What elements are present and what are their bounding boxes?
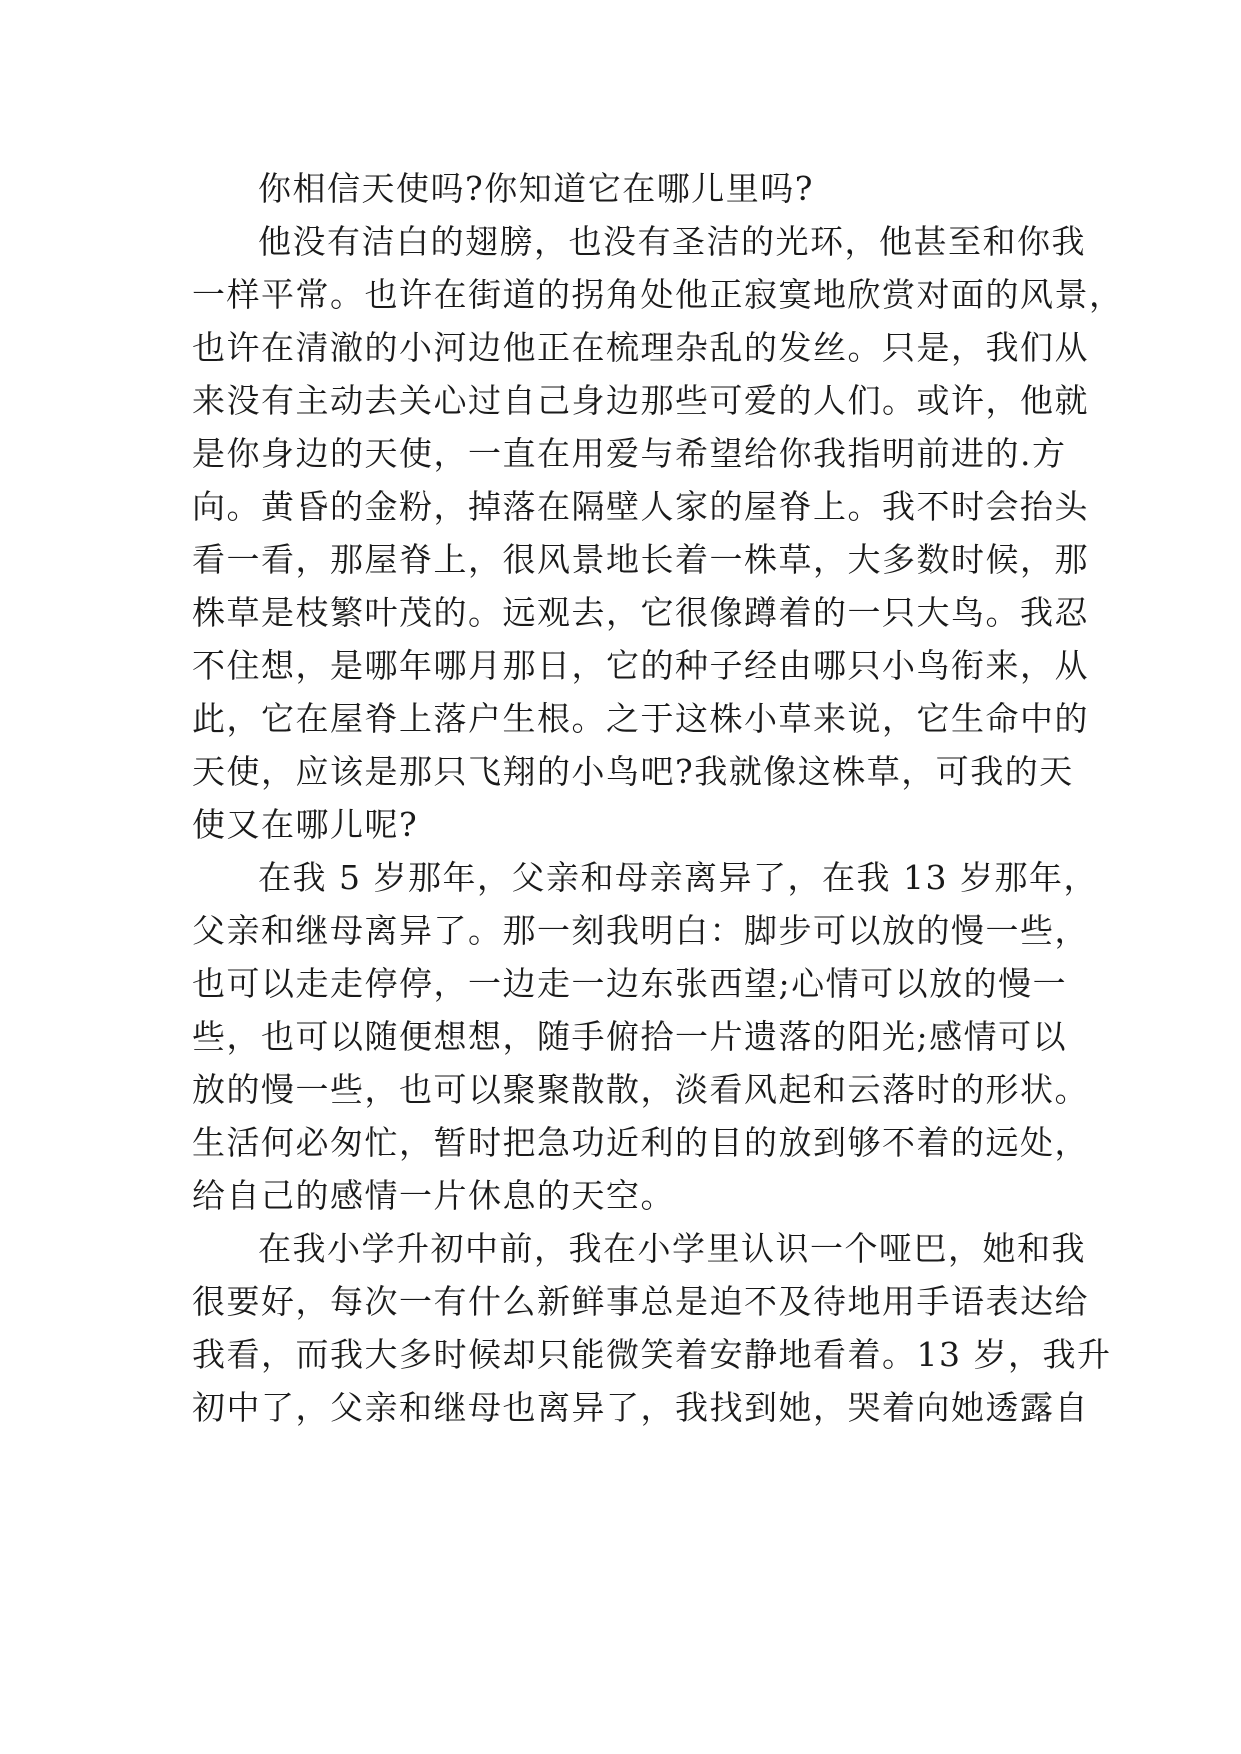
paragraph-line: 初中了，父亲和继母也离异了，我找到她，哭着向她透露自	[192, 1388, 1089, 1427]
paragraph-line: 生活何必匆忙，暂时把急功近利的目的放到够不着的远处，	[192, 1123, 1089, 1162]
paragraph-line: 也可以走走停停，一边走一边东张西望;心情可以放的慢一	[192, 964, 1068, 1003]
paragraph-line: 些，也可以随便想想，随手俯拾一片遗落的阳光;感情可以	[192, 1017, 1068, 1056]
paragraph-line: 是你身边的天使，一直在用爱与希望给你我指明前进的.方	[192, 434, 1067, 473]
paragraph-line: 使又在哪儿呢?	[192, 805, 419, 844]
paragraph-line: 给自己的感情一片休息的天空。	[192, 1176, 675, 1215]
paragraph-line: 也许在清澈的小河边他正在梳理杂乱的发丝。只是，我们从	[192, 328, 1089, 367]
paragraph-line: 一样平常。也许在街道的拐角处他正寂寞地欣赏对面的风景，	[192, 275, 1124, 314]
paragraph-line: 在我 5 岁那年，父亲和母亲离异了，在我 13 岁那年，	[258, 858, 1098, 897]
paragraph-line: 很要好，每次一有什么新鲜事总是迫不及待地用手语表达给	[192, 1282, 1089, 1321]
paragraph-line: 天使，应该是那只飞翔的小鸟吧?我就像这株草，可我的天	[192, 752, 1074, 791]
paragraph-line: 在我小学升初中前，我在小学里认识一个哑巴，她和我	[258, 1229, 1086, 1268]
paragraph-line: 放的慢一些，也可以聚聚散散，淡看风起和云落时的形状。	[192, 1070, 1089, 1109]
paragraph-line: 株草是枝繁叶茂的。远观去，它很像蹲着的一只大鸟。我忍	[192, 593, 1089, 632]
paragraph-line: 不住想，是哪年哪月那日，它的种子经由哪只小鸟衔来，从	[192, 646, 1089, 685]
paragraph-line: 你相信天使吗?你知道它在哪儿里吗?	[258, 169, 814, 208]
paragraph-line: 向。黄昏的金粉，掉落在隔壁人家的屋脊上。我不时会抬头	[192, 487, 1089, 526]
paragraph-line: 父亲和继母离异了。那一刻我明白：脚步可以放的慢一些，	[192, 911, 1089, 950]
paragraph-line: 看一看，那屋脊上，很风景地长着一株草，大多数时候，那	[192, 540, 1089, 579]
paragraph-line: 他没有洁白的翅膀，也没有圣洁的光环，他甚至和你我	[258, 222, 1086, 261]
paragraph-line: 我看，而我大多时候却只能微笑着安静地看着。13 岁，我升	[192, 1335, 1112, 1374]
paragraph-line: 来没有主动去关心过自己身边那些可爱的人们。或许，他就	[192, 381, 1089, 420]
paragraph-line: 此，它在屋脊上落户生根。之于这株小草来说，它生命中的	[192, 699, 1089, 738]
